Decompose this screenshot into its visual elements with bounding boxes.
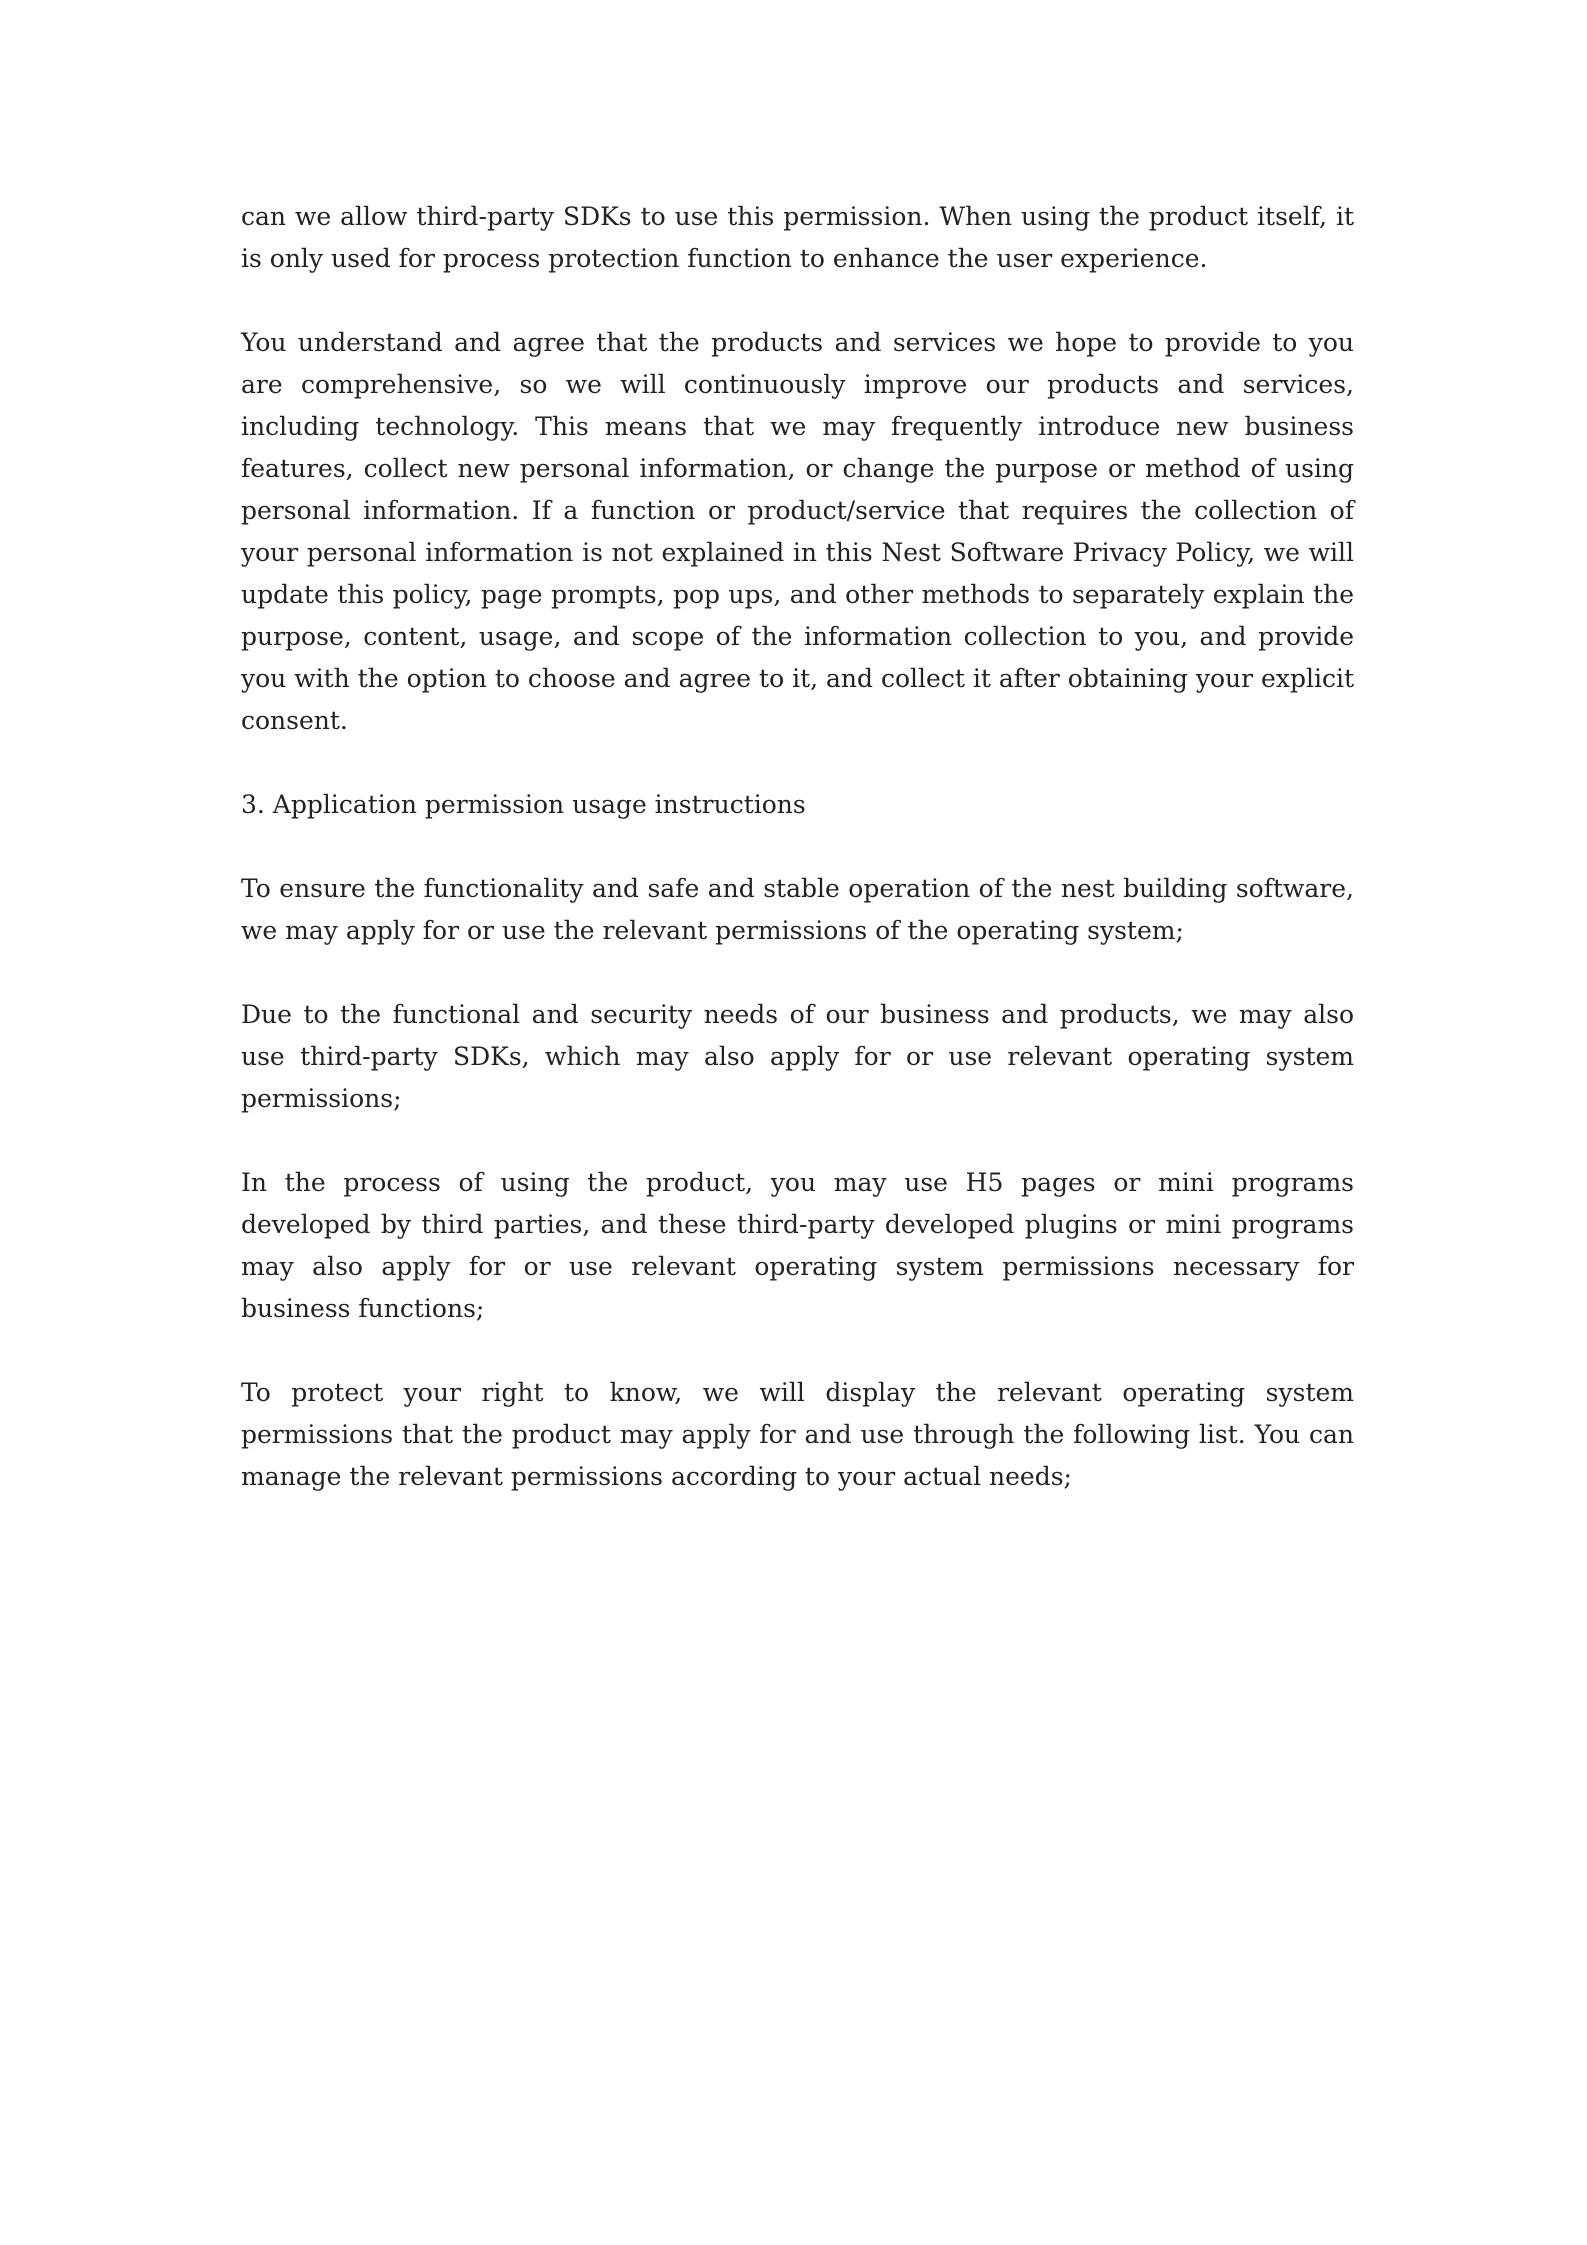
section-heading-permissions: 3. Application permission usage instructions xyxy=(241,790,806,819)
paragraph-right-to-know: To protect your right to know, we will display the relevant operating system permissions that the product may apply for and use through the following list. You can manage the relevant permissions according to your actual needs; xyxy=(241,1378,1354,1491)
paragraph-third-party-sdks: Due to the functional and security needs of our business and products, we may also use third-party SDKs, which may also apply for or use relevant operating system permissions; xyxy=(241,1000,1354,1113)
document-body xyxy=(241,196,1354,1540)
paragraph-h5-mini-programs: In the process of using the product, you may use H5 pages or mini programs developed by third parties, and these third-party developed plugins or mini programs may also apply for or use relevant operating system permissions necessary for business functions; xyxy=(241,1168,1354,1323)
paragraph-sdk-permission: can we allow third-party SDKs to use this permission. When using the product itself, it is only used for process protection function to enhance the user experience. xyxy=(241,202,1354,273)
paragraph-ensure-functionality: To ensure the functionality and safe and stable operation of the nest building software, we may apply for or use the relevant permissions of the operating system; xyxy=(241,874,1354,945)
paragraph-product-improvement: You understand and agree that the products and services we hope to provide to you are comprehensive, so we will continuously improve our products and services, including technology. This means that we may frequently introduce new business features, collect new personal information, or change the purpose or method of using personal information. If a function or product/service that requires the collection of your personal information is not explained in this Nest Software Privacy Policy, we will update this policy, page prompts, pop ups, and other methods to separately explain the purpose, content, usage, and scope of the information collection to you, and provide you with the option to choose and agree to it, and collect it after obtaining your explicit consent. xyxy=(241,328,1354,735)
